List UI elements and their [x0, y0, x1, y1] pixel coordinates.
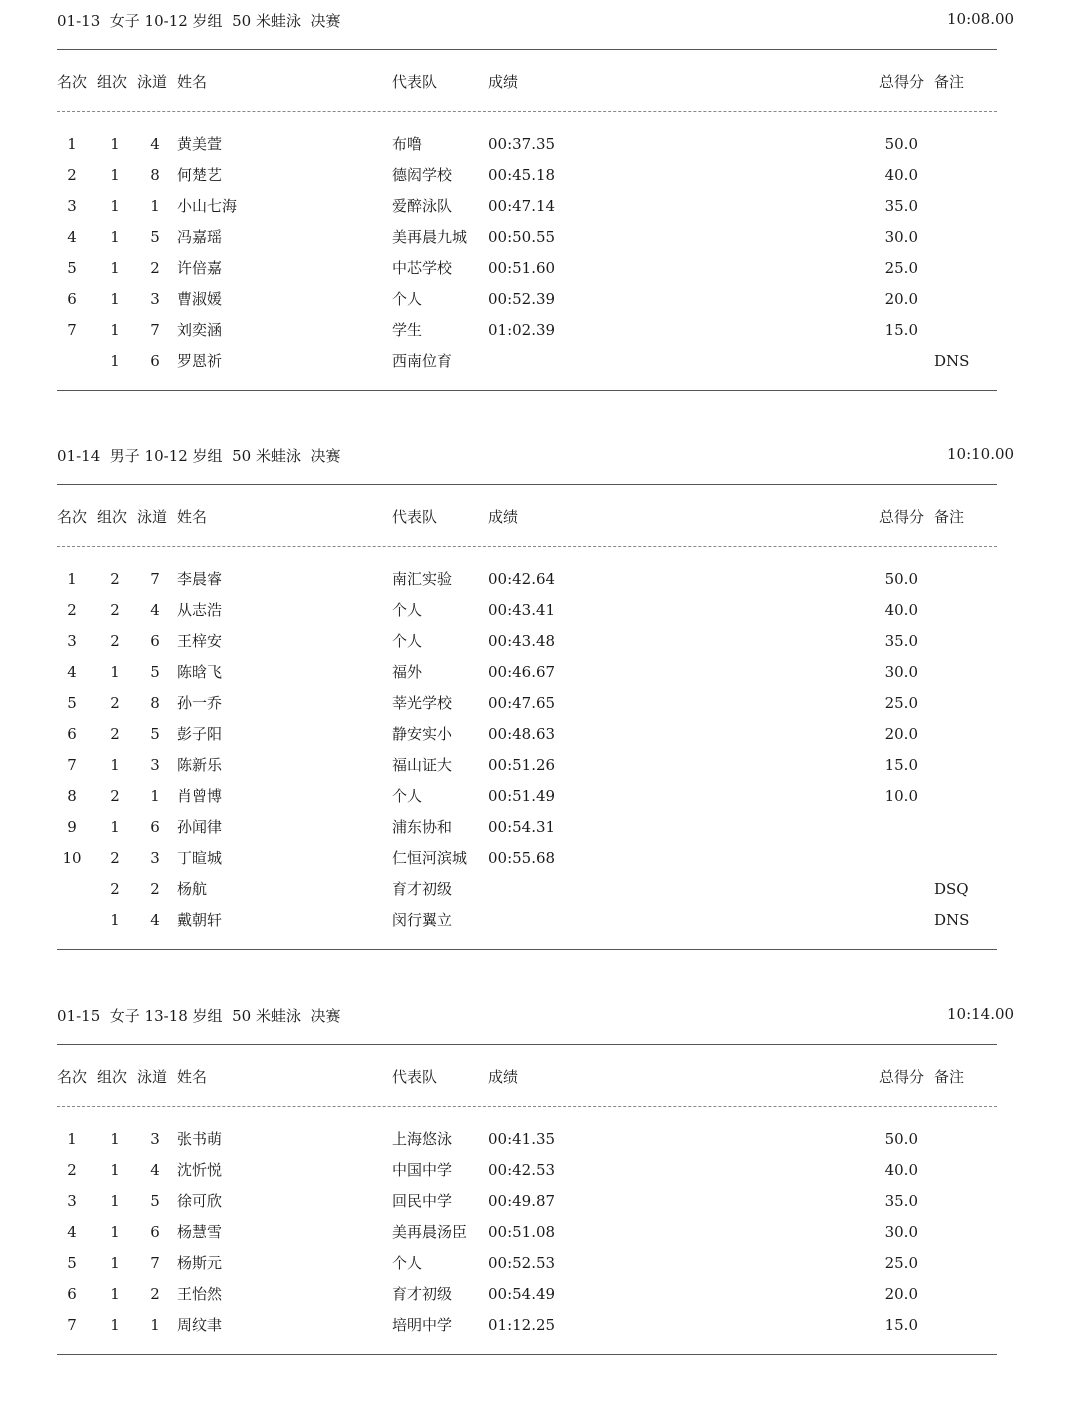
cell-points: 35.0	[884, 632, 918, 650]
cell-team: 培明中学	[392, 1316, 453, 1334]
cell-lane: 3	[150, 756, 160, 774]
header-points: 总得分	[879, 73, 925, 91]
header-team: 代表队	[392, 508, 438, 526]
dashed-rule	[57, 111, 997, 112]
cell-lane: 1	[150, 787, 160, 805]
cell-name: 王梓安	[177, 632, 223, 650]
cell-heat: 1	[110, 818, 120, 836]
cell-team: 德闳学校	[392, 166, 453, 184]
dashed-rule	[57, 546, 997, 547]
cell-name: 冯嘉瑶	[177, 228, 223, 246]
cell-name: 孙一乔	[177, 694, 223, 712]
cell-rank: 3	[67, 1192, 77, 1210]
cell-name: 许倍嘉	[177, 259, 223, 277]
cell-rank: 10	[62, 849, 82, 867]
cell-points: 20.0	[884, 725, 918, 743]
cell-result: 00:37.35	[488, 135, 556, 153]
header-heat: 组次	[97, 508, 128, 526]
cell-points: 50.0	[884, 570, 918, 588]
cell-heat: 2	[110, 849, 120, 867]
cell-team: 莘光学校	[392, 694, 453, 712]
cell-name: 徐可欣	[177, 1192, 223, 1210]
header-rank: 名次	[57, 73, 88, 91]
cell-lane: 3	[150, 290, 160, 308]
cell-name: 张书萌	[177, 1130, 223, 1148]
header-note: 备注	[934, 73, 965, 91]
cell-team: 布噜	[392, 135, 423, 153]
double-rule-bottom	[57, 1354, 997, 1355]
cell-team: 仁恒河滨城	[392, 849, 468, 867]
cell-rank: 5	[67, 259, 77, 277]
cell-rank: 2	[67, 166, 77, 184]
cell-name: 陈晗飞	[177, 663, 223, 681]
cell-note: DNS	[934, 911, 970, 929]
cell-heat: 1	[110, 1130, 120, 1148]
cell-points: 25.0	[884, 1254, 918, 1272]
cell-result: 00:48.63	[488, 725, 556, 743]
cell-heat: 1	[110, 1192, 120, 1210]
double-rule	[57, 484, 997, 485]
cell-team: 回民中学	[392, 1192, 453, 1210]
cell-team: 福山证大	[392, 756, 453, 774]
table-row	[0, 909, 1080, 931]
cell-rank: 7	[67, 1316, 77, 1334]
cell-name: 彭子阳	[177, 725, 223, 743]
cell-lane: 8	[150, 694, 160, 712]
cell-team: 浦东协和	[392, 818, 453, 836]
cell-rank: 8	[67, 787, 77, 805]
cell-heat: 1	[110, 352, 120, 370]
table-row	[0, 133, 1080, 155]
cell-rank: 6	[67, 1285, 77, 1303]
cell-rank: 6	[67, 290, 77, 308]
cell-rank: 4	[67, 663, 77, 681]
cell-note: DSQ	[934, 880, 969, 898]
cell-heat: 1	[110, 1223, 120, 1241]
header-heat: 组次	[97, 1068, 128, 1086]
cell-name: 刘奕涵	[177, 321, 223, 339]
cell-team: 个人	[392, 1254, 423, 1272]
table-header	[0, 506, 1080, 528]
table-row	[0, 257, 1080, 279]
table-row	[0, 1283, 1080, 1305]
cell-result: 00:51.26	[488, 756, 556, 774]
cell-name: 曹淑媛	[177, 290, 223, 308]
cell-name: 李晨睿	[177, 570, 223, 588]
cell-lane: 2	[150, 259, 160, 277]
cell-heat: 2	[110, 694, 120, 712]
cell-heat: 1	[110, 197, 120, 215]
table-row	[0, 1190, 1080, 1212]
cell-points: 30.0	[884, 663, 918, 681]
cell-team: 福外	[392, 663, 423, 681]
cell-team: 学生	[392, 321, 423, 339]
cell-points: 20.0	[884, 1285, 918, 1303]
table-row	[0, 661, 1080, 683]
event-block	[0, 445, 1080, 929]
event-title: 01-13 女子 10-12 岁组 50 米蛙泳 决赛	[57, 12, 341, 30]
cell-points: 50.0	[884, 135, 918, 153]
event-time: 10:08.00	[947, 10, 1015, 28]
cell-points: 30.0	[884, 228, 918, 246]
header-result: 成绩	[488, 508, 519, 526]
cell-points: 30.0	[884, 1223, 918, 1241]
cell-name: 戴朝轩	[177, 911, 223, 929]
event-time: 10:10.00	[947, 445, 1015, 463]
cell-team: 美再晨九城	[392, 228, 468, 246]
cell-name: 丁暄城	[177, 849, 223, 867]
table-row	[0, 288, 1080, 310]
cell-lane: 6	[150, 818, 160, 836]
cell-team: 静安实小	[392, 725, 453, 743]
cell-team: 爱醉泳队	[392, 197, 453, 215]
cell-name: 陈新乐	[177, 756, 223, 774]
double-rule-bottom	[57, 949, 997, 950]
cell-lane: 2	[150, 880, 160, 898]
cell-rank: 1	[67, 570, 77, 588]
cell-rank: 5	[67, 694, 77, 712]
cell-team: 个人	[392, 290, 423, 308]
cell-name: 杨斯元	[177, 1254, 223, 1272]
event-title: 01-15 女子 13-18 岁组 50 米蛙泳 决赛	[57, 1007, 341, 1025]
cell-result: 00:49.87	[488, 1192, 556, 1210]
header-rank: 名次	[57, 508, 88, 526]
cell-heat: 2	[110, 570, 120, 588]
cell-heat: 2	[110, 880, 120, 898]
table-row	[0, 319, 1080, 341]
cell-rank: 6	[67, 725, 77, 743]
cell-heat: 1	[110, 911, 120, 929]
table-row	[0, 599, 1080, 621]
cell-heat: 1	[110, 1285, 120, 1303]
header-points: 总得分	[879, 508, 925, 526]
table-header	[0, 71, 1080, 93]
cell-name: 王怡然	[177, 1285, 223, 1303]
cell-heat: 1	[110, 1316, 120, 1334]
cell-rank: 9	[67, 818, 77, 836]
cell-result: 00:54.31	[488, 818, 556, 836]
cell-result: 00:42.64	[488, 570, 556, 588]
dashed-rule	[57, 1106, 997, 1107]
cell-note: DNS	[934, 352, 970, 370]
cell-name: 罗恩祈	[177, 352, 223, 370]
cell-name: 肖曾博	[177, 787, 223, 805]
cell-heat: 2	[110, 601, 120, 619]
cell-result: 00:51.60	[488, 259, 556, 277]
cell-points: 40.0	[884, 166, 918, 184]
table-row	[0, 1314, 1080, 1336]
cell-team: 育才初级	[392, 880, 453, 898]
cell-rank: 1	[67, 1130, 77, 1148]
cell-team: 个人	[392, 601, 423, 619]
cell-heat: 1	[110, 228, 120, 246]
cell-name: 孙闻律	[177, 818, 223, 836]
header-rank: 名次	[57, 1068, 88, 1086]
cell-heat: 1	[110, 290, 120, 308]
header-lane: 泳道	[137, 73, 168, 91]
cell-lane: 5	[150, 663, 160, 681]
cell-result: 00:46.67	[488, 663, 556, 681]
cell-team: 中芯学校	[392, 259, 453, 277]
cell-heat: 1	[110, 1161, 120, 1179]
cell-result: 01:02.39	[488, 321, 556, 339]
cell-points: 50.0	[884, 1130, 918, 1148]
cell-rank: 3	[67, 632, 77, 650]
cell-lane: 6	[150, 1223, 160, 1241]
cell-lane: 4	[150, 601, 160, 619]
cell-name: 周纹聿	[177, 1316, 223, 1334]
cell-heat: 1	[110, 1254, 120, 1272]
cell-lane: 3	[150, 1130, 160, 1148]
cell-team: 西南位育	[392, 352, 453, 370]
cell-heat: 1	[110, 259, 120, 277]
table-row	[0, 350, 1080, 372]
cell-team: 育才初级	[392, 1285, 453, 1303]
cell-result: 00:50.55	[488, 228, 556, 246]
table-row	[0, 1128, 1080, 1150]
cell-lane: 3	[150, 849, 160, 867]
header-team: 代表队	[392, 1068, 438, 1086]
header-result: 成绩	[488, 1068, 519, 1086]
header-name: 姓名	[177, 73, 208, 91]
cell-lane: 4	[150, 1161, 160, 1179]
cell-lane: 7	[150, 321, 160, 339]
cell-result: 01:12.25	[488, 1316, 556, 1334]
cell-lane: 6	[150, 632, 160, 650]
cell-team: 个人	[392, 787, 423, 805]
cell-points: 35.0	[884, 197, 918, 215]
table-row	[0, 164, 1080, 186]
cell-lane: 4	[150, 135, 160, 153]
cell-rank: 7	[67, 321, 77, 339]
table-row	[0, 878, 1080, 900]
cell-points: 15.0	[884, 756, 918, 774]
event-block	[0, 1005, 1080, 1405]
cell-heat: 1	[110, 321, 120, 339]
cell-rank: 7	[67, 756, 77, 774]
header-team: 代表队	[392, 73, 438, 91]
cell-lane: 5	[150, 1192, 160, 1210]
cell-result: 00:43.48	[488, 632, 556, 650]
cell-team: 南汇实验	[392, 570, 453, 588]
cell-team: 上海悠泳	[392, 1130, 453, 1148]
header-note: 备注	[934, 508, 965, 526]
cell-points: 25.0	[884, 694, 918, 712]
table-row	[0, 226, 1080, 248]
header-name: 姓名	[177, 508, 208, 526]
cell-heat: 1	[110, 166, 120, 184]
header-note: 备注	[934, 1068, 965, 1086]
cell-lane: 2	[150, 1285, 160, 1303]
cell-team: 中国中学	[392, 1161, 453, 1179]
cell-name: 何楚艺	[177, 166, 223, 184]
cell-heat: 2	[110, 632, 120, 650]
cell-lane: 5	[150, 725, 160, 743]
cell-result: 00:55.68	[488, 849, 556, 867]
cell-lane: 7	[150, 1254, 160, 1272]
cell-lane: 4	[150, 911, 160, 929]
table-header	[0, 1066, 1080, 1088]
event-title: 01-14 男子 10-12 岁组 50 米蛙泳 决赛	[57, 447, 341, 465]
event-block	[0, 10, 1080, 410]
cell-result: 00:51.08	[488, 1223, 556, 1241]
cell-lane: 7	[150, 570, 160, 588]
cell-lane: 6	[150, 352, 160, 370]
event-time: 10:14.00	[947, 1005, 1015, 1023]
cell-points: 15.0	[884, 1316, 918, 1334]
cell-name: 黄美萱	[177, 135, 223, 153]
cell-rank: 3	[67, 197, 77, 215]
cell-name: 从志浩	[177, 601, 223, 619]
cell-name: 沈忻悦	[177, 1161, 223, 1179]
header-name: 姓名	[177, 1068, 208, 1086]
cell-name: 小山七海	[177, 197, 238, 215]
cell-rank: 4	[67, 228, 77, 246]
cell-result: 00:47.14	[488, 197, 556, 215]
table-row	[0, 754, 1080, 776]
cell-points: 40.0	[884, 601, 918, 619]
cell-lane: 1	[150, 1316, 160, 1334]
header-points: 总得分	[879, 1068, 925, 1086]
header-heat: 组次	[97, 73, 128, 91]
cell-heat: 1	[110, 663, 120, 681]
cell-rank: 5	[67, 1254, 77, 1272]
cell-lane: 1	[150, 197, 160, 215]
table-row	[0, 816, 1080, 838]
cell-points: 15.0	[884, 321, 918, 339]
cell-rank: 2	[67, 1161, 77, 1179]
cell-points: 20.0	[884, 290, 918, 308]
cell-points: 40.0	[884, 1161, 918, 1179]
table-row	[0, 1221, 1080, 1243]
table-row	[0, 1159, 1080, 1181]
cell-points: 25.0	[884, 259, 918, 277]
cell-rank: 4	[67, 1223, 77, 1241]
cell-result: 00:51.49	[488, 787, 556, 805]
cell-heat: 1	[110, 135, 120, 153]
cell-name: 杨航	[177, 880, 208, 898]
cell-result: 00:42.53	[488, 1161, 556, 1179]
cell-result: 00:45.18	[488, 166, 556, 184]
cell-lane: 5	[150, 228, 160, 246]
cell-team: 个人	[392, 632, 423, 650]
table-row	[0, 692, 1080, 714]
double-rule	[57, 49, 997, 50]
table-row	[0, 195, 1080, 217]
cell-rank: 1	[67, 135, 77, 153]
cell-result: 00:52.53	[488, 1254, 556, 1272]
double-rule-bottom	[57, 390, 997, 391]
cell-rank: 2	[67, 601, 77, 619]
cell-heat: 2	[110, 787, 120, 805]
cell-lane: 8	[150, 166, 160, 184]
cell-result: 00:52.39	[488, 290, 556, 308]
cell-result: 00:54.49	[488, 1285, 556, 1303]
table-row	[0, 630, 1080, 652]
table-row	[0, 1252, 1080, 1274]
table-row	[0, 847, 1080, 869]
double-rule	[57, 1044, 997, 1045]
cell-team: 美再晨汤臣	[392, 1223, 468, 1241]
cell-result: 00:41.35	[488, 1130, 556, 1148]
cell-team: 闵行翼立	[392, 911, 453, 929]
header-lane: 泳道	[137, 1068, 168, 1086]
table-row	[0, 723, 1080, 745]
cell-heat: 2	[110, 725, 120, 743]
cell-result: 00:43.41	[488, 601, 556, 619]
cell-points: 10.0	[884, 787, 918, 805]
table-row	[0, 785, 1080, 807]
table-row	[0, 568, 1080, 590]
cell-heat: 1	[110, 756, 120, 774]
header-lane: 泳道	[137, 508, 168, 526]
cell-points: 35.0	[884, 1192, 918, 1210]
cell-name: 杨慧雪	[177, 1223, 223, 1241]
header-result: 成绩	[488, 73, 519, 91]
cell-result: 00:47.65	[488, 694, 556, 712]
